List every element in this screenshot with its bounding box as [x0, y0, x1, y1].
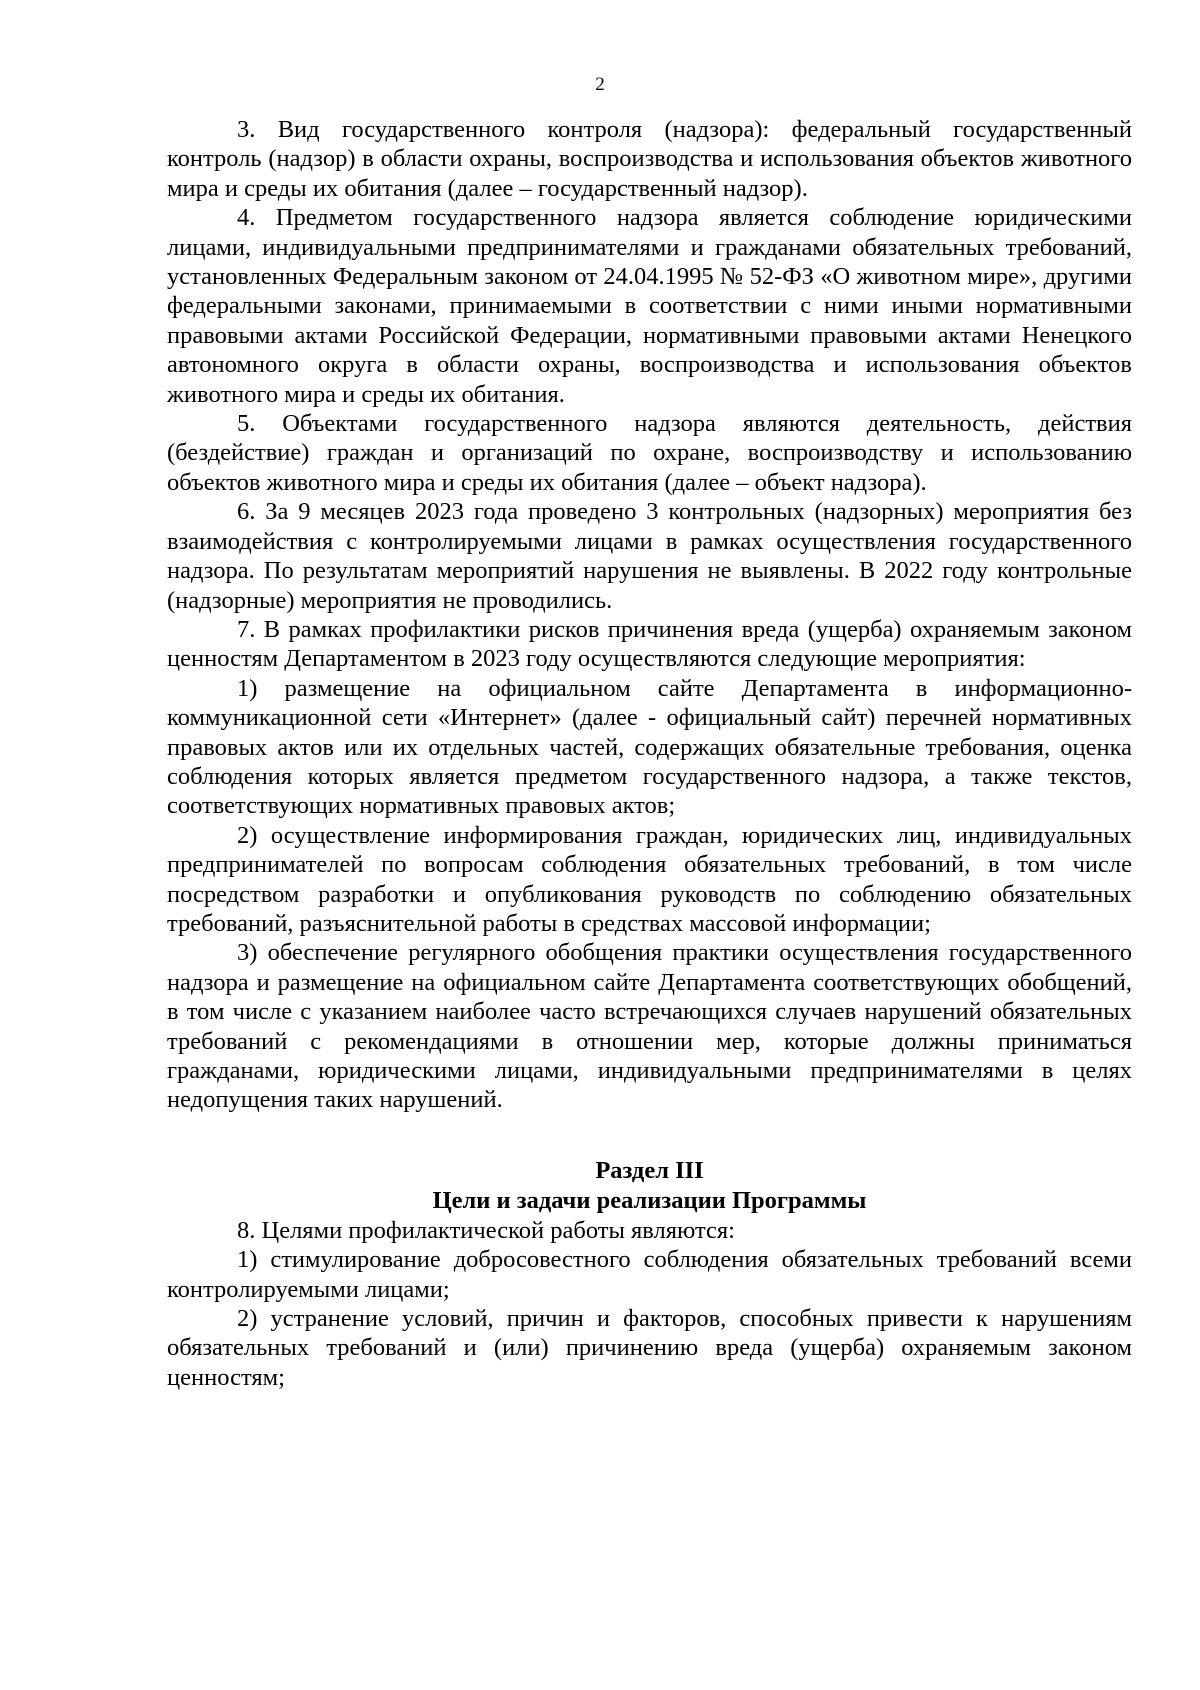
- paragraph-7-item-3: 3) обеспечение регулярного обобщения практики осуществления государственного надзора и размещение на официальном сайте Департамента соответствующих обобщений, в том числе с указанием наиболее часто встречающихся случаев нарушений обязательных требований с рекомендациями в отношении мер, которые должны приниматься гражданами, юридическими лицами, индивидуальными предпринимателями в целях недопущения таких нарушений.: [167, 939, 1132, 1114]
- paragraph-7-item-2: 2) осуществление информирования граждан, юридических лиц, индивидуальных предпринимателей по вопросам соблюдения обязательных требований, в том числе посредством разработки и опубликования руководств по соблюдению обязательных требований, разъяснительной работы в средствах массовой информации;: [167, 821, 1132, 937]
- section-heading: [167, 1156, 1132, 1216]
- section-number: Раздел III: [595, 1156, 704, 1184]
- document-body: [167, 115, 1132, 1392]
- page-number: 2: [595, 74, 605, 95]
- paragraph-4: 4. Предметом государственного надзора является соблюдение юридическими лицами, индивидуальными предпринимателями и гражданами обязательных требований, установленных Федеральным законом от 24.04.1995 № 52-ФЗ «О животном мире», другими федеральными законами, принимаемыми в соответствии с ними иными нормативными правовыми актами Российской Федерации, нормативными правовыми актами Ненецкого автономного округа в области охраны, воспроизводства и использования объектов животного мира и среды их обитания.: [167, 204, 1132, 408]
- paragraph-3: 3. Вид государственного контроля (надзора): федеральный государственный контроль (надзор) в области охраны, воспроизводства и использования объектов животного мира и среды их обитания (далее – государственный надзор).: [167, 116, 1132, 202]
- paragraph-8-item-2: 2) устранение условий, причин и факторов, способных привести к нарушениям обязательных требований и (или) причинению вреда (ущерба) охраняемым законом ценностям;: [167, 1305, 1132, 1391]
- paragraph-6: 6. За 9 месяцев 2023 года проведено 3 контрольных (надзорных) мероприятия без взаимодействия с контролируемыми лицами в рамках осуществления государственного надзора. По результатам мероприятий нарушения не выявлены. В 2022 году контрольные (надзорные) мероприятия не проводились.: [167, 498, 1132, 614]
- paragraph-5: 5. Объектами государственного надзора являются деятельность, действия (бездействие) граждан и организаций по охране, воспроизводству и использованию объектов животного мира и среды их обитания (далее – объект надзора).: [167, 410, 1132, 496]
- paragraph-8-item-1: 1) стимулирование добросовестного соблюдения обязательных требований всеми контролируемыми лицами;: [167, 1246, 1132, 1303]
- paragraph-7: 7. В рамках профилактики рисков причинения вреда (ущерба) охраняемым законом ценностям Департаментом в 2023 году осуществляются следующие мероприятия:: [167, 615, 1132, 673]
- paragraph-8: 8. Целями профилактической работы являются:: [237, 1216, 735, 1244]
- paragraph-7-item-1: 1) размещение на официальном сайте Департамента в информационно-коммуникационной сети «Интернет» (далее - официальный сайт) перечней нормативных правовых актов или их отдельных частей, содержащих обязательные требования, оценка соблюдения которых является предметом государственного надзора, а также текстов, соответствующих нормативных правовых актов;: [167, 674, 1132, 820]
- section-title: Цели и задачи реализации Программы: [432, 1186, 867, 1214]
